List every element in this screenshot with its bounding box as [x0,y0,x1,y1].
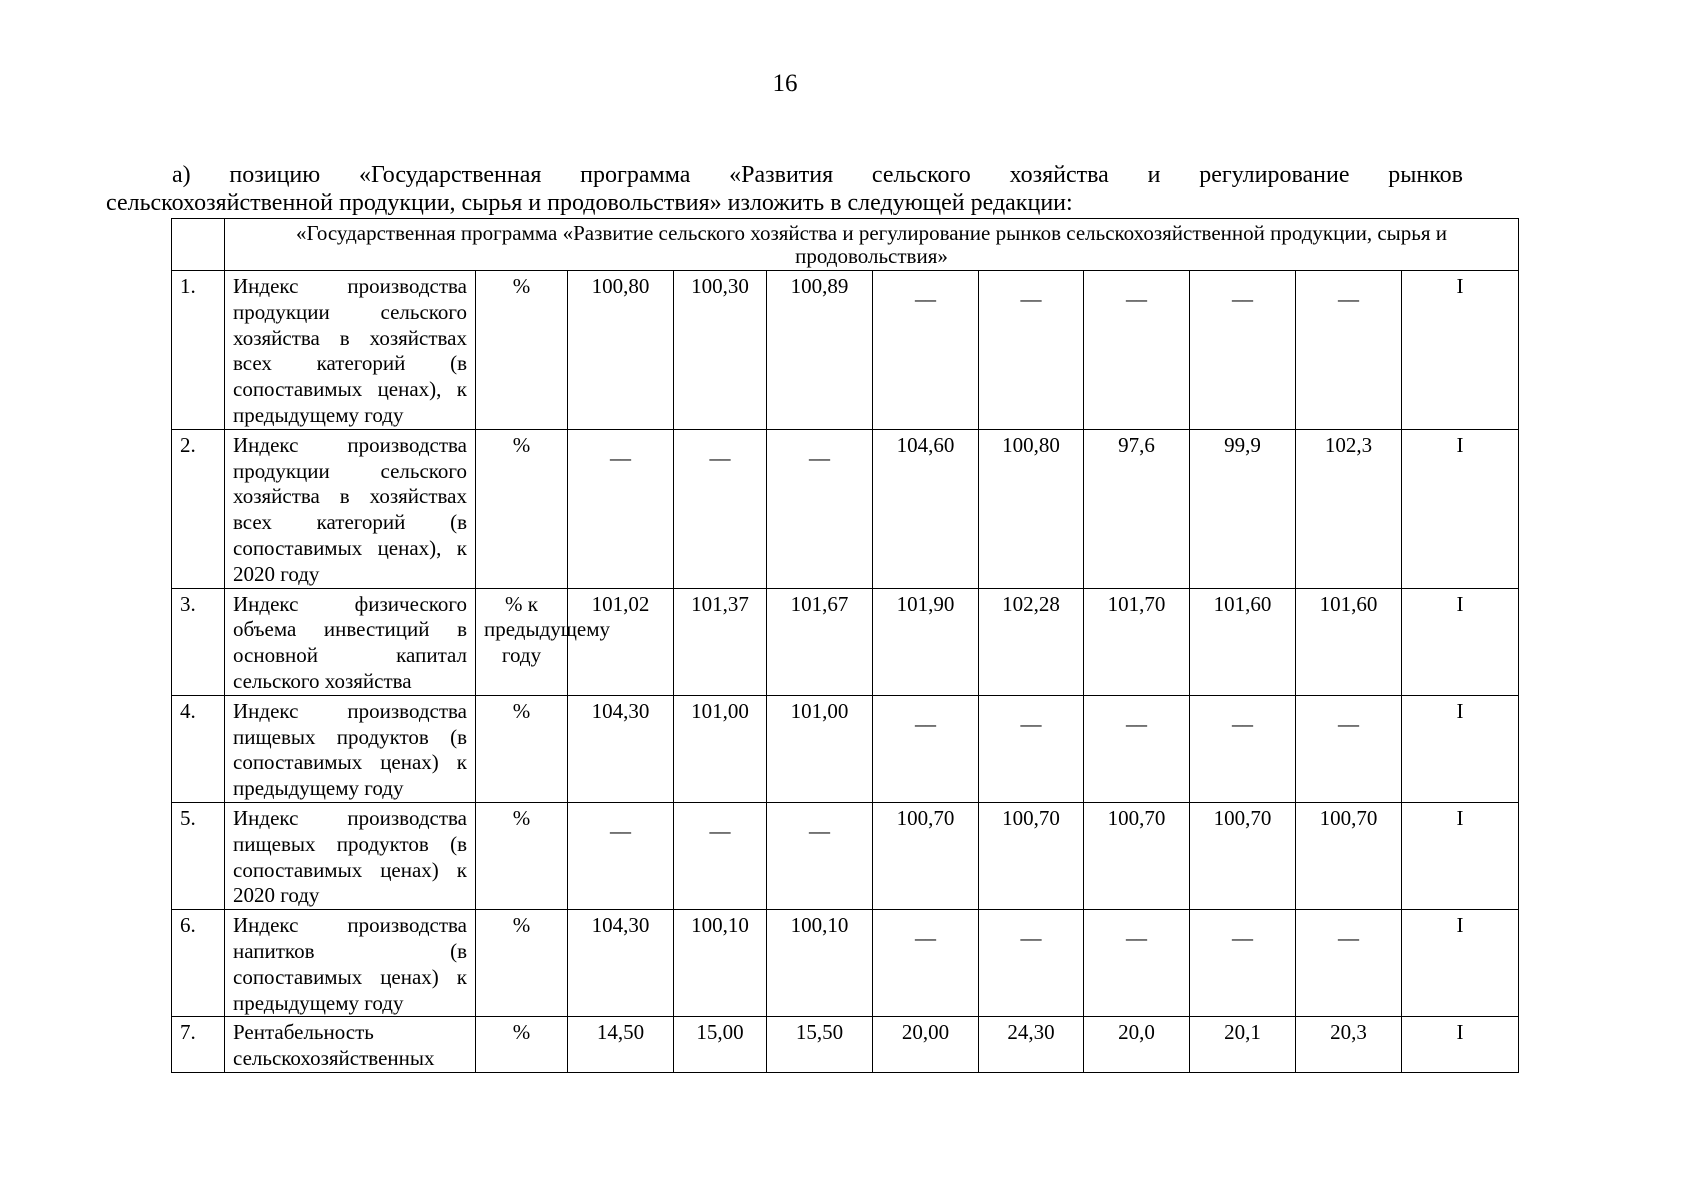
indicator-name: Индекс производства продукции сельского хозяйства в хозяйствах всех категорий (в сопоставимых ценах), к предыдущему году [225,271,476,430]
unit-cell: % [476,802,568,909]
value-cell: __ [767,802,873,909]
marker-cell: I [1402,1017,1519,1073]
value-cell: 101,70 [1084,588,1190,695]
value-cell: __ [873,695,979,802]
value-cell: 15,00 [674,1017,767,1073]
value-cell: __ [767,429,873,588]
value-cell: 100,80 [979,429,1084,588]
row-number: 5. [172,802,225,909]
amendment-intro [106,161,1463,217]
value-cell: __ [1190,910,1296,1017]
value-cell: 102,3 [1296,429,1402,588]
marker-cell: I [1402,802,1519,909]
value-cell: 15,50 [767,1017,873,1073]
value-cell: 101,90 [873,588,979,695]
indicator-name: Индекс физического объема инвестиций в основной капитал сельского хозяйства [225,588,476,695]
value-cell: 104,30 [568,695,674,802]
value-cell: __ [979,695,1084,802]
value-cell: __ [1296,910,1402,1017]
marker-cell: I [1402,910,1519,1017]
value-cell: __ [1084,271,1190,430]
value-cell: 100,70 [979,802,1084,909]
value-cell: 100,30 [674,271,767,430]
table-row [172,802,1519,909]
value-cell: 20,1 [1190,1017,1296,1073]
value-cell: 99,9 [1190,429,1296,588]
row-number: 1. [172,271,225,430]
value-cell: 100,80 [568,271,674,430]
program-title-row [172,219,1519,271]
program-title: «Государственная программа «Развитие сельского хозяйства и регулирование рынков сельскохозяйственной продукции, сырья и продовольствия» [225,219,1519,271]
indicator-name: Индекс производства продукции сельского хозяйства в хозяйствах всех категорий (в сопоставимых ценах), к 2020 году [225,429,476,588]
unit-cell: % [476,1017,568,1073]
marker-cell: I [1402,429,1519,588]
empty-number-cell [172,219,225,271]
value-cell: 24,30 [979,1017,1084,1073]
value-cell: 100,70 [1296,802,1402,909]
table-row [172,695,1519,802]
value-cell: __ [674,802,767,909]
unit-cell: % [476,429,568,588]
value-cell: 101,02 [568,588,674,695]
value-cell: 20,3 [1296,1017,1402,1073]
value-cell: __ [873,271,979,430]
value-cell: 97,6 [1084,429,1190,588]
indicator-name: Индекс производства пищевых продуктов (в сопоставимых ценах) к предыдущему году [225,695,476,802]
value-cell: __ [674,429,767,588]
row-number: 2. [172,429,225,588]
value-cell: 101,00 [674,695,767,802]
marker-cell: I [1402,271,1519,430]
value-cell: __ [873,910,979,1017]
value-cell: __ [1296,695,1402,802]
value-cell: __ [979,271,1084,430]
value-cell: 100,70 [1190,802,1296,909]
value-cell: 101,60 [1296,588,1402,695]
page-number: 16 [772,70,798,97]
value-cell: 100,89 [767,271,873,430]
value-cell: __ [1190,271,1296,430]
value-cell: 20,0 [1084,1017,1190,1073]
unit-cell: % [476,695,568,802]
table-row [172,910,1519,1017]
value-cell: __ [1190,695,1296,802]
value-cell: 104,60 [873,429,979,588]
marker-cell: I [1402,695,1519,802]
value-cell: __ [1084,910,1190,1017]
row-number: 7. [172,1017,225,1073]
indicator-name: Индекс производства напитков (в сопоставимых ценах) к предыдущему году [225,910,476,1017]
value-cell: 104,30 [568,910,674,1017]
value-cell: __ [568,802,674,909]
value-cell: 20,00 [873,1017,979,1073]
value-cell: 100,70 [1084,802,1190,909]
value-cell: 101,00 [767,695,873,802]
value-cell: 101,37 [674,588,767,695]
row-number: 3. [172,588,225,695]
value-cell: __ [1084,695,1190,802]
row-number: 6. [172,910,225,1017]
indicator-name: Индекс производства пищевых продуктов (в сопоставимых ценах) к 2020 году [225,802,476,909]
unit-cell: % к предыдущему году [476,588,568,695]
value-cell: 102,28 [979,588,1084,695]
unit-cell: % [476,271,568,430]
value-cell: 101,60 [1190,588,1296,695]
marker-cell: I [1402,588,1519,695]
value-cell: 14,50 [568,1017,674,1073]
table-row [172,588,1519,695]
value-cell: __ [568,429,674,588]
table-row [172,271,1519,430]
indicators-table [171,218,1519,1073]
table-row [172,429,1519,588]
value-cell: 100,10 [674,910,767,1017]
intro-line-1: а) позицию «Государственная программа «Развития сельского хозяйства и регулирование рынков [172,162,1463,188]
value-cell: __ [979,910,1084,1017]
value-cell: 101,67 [767,588,873,695]
value-cell: 100,10 [767,910,873,1017]
value-cell: 100,70 [873,802,979,909]
row-number: 4. [172,695,225,802]
value-cell: __ [1296,271,1402,430]
table-row [172,1017,1519,1073]
intro-line-2: сельскохозяйственной продукции, сырья и продовольствия» изложить в следующей редакции: [106,190,1073,216]
unit-cell: % [476,910,568,1017]
indicator-name: Рентабельность сельскохозяйственных [225,1017,476,1073]
